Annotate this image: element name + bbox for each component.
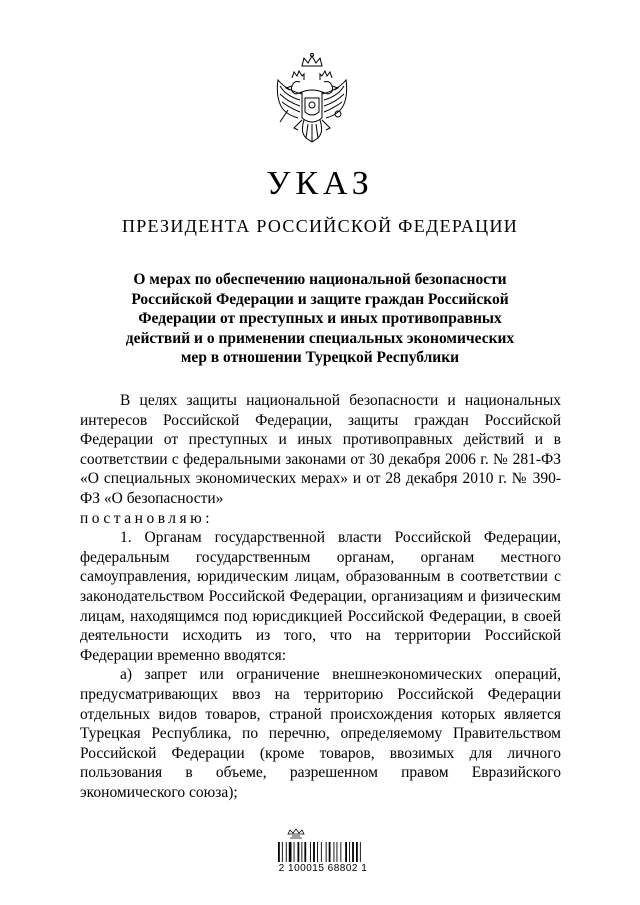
heading-line: Федерации от преступных и иных противоправных bbox=[138, 310, 502, 327]
heading-line: О мерах по обеспечению национальной безопасности bbox=[133, 271, 507, 288]
document-subtitle: ПРЕЗИДЕНТА РОССИЙСКОЙ ФЕДЕРАЦИИ bbox=[121, 216, 519, 236]
heading-line: действий и о применении специальных экономических bbox=[125, 329, 515, 347]
preamble-paragraph: В целях защиты национальной безопасности и национальных интересов Российской Федерации, защиты граждан Российской Федерации от преступных и иных противоправных действий и в соответствии с федеральными законами от 30 декабря 2006 г. № 281-ФЗ «О специальных экономических мерах» и от 28 декабря 2010 г. № 390-ФЗ «О безопасности» bbox=[80, 392, 561, 507]
coat-of-arms-icon bbox=[272, 52, 352, 152]
decree-word: постановляю: bbox=[80, 509, 214, 527]
decree-body bbox=[80, 391, 561, 802]
clause-1a-paragraph: а) запрет или ограничение внешнеэкономических операций, предусматривающих ввоз на территорию Российской Федерации отдельных видов товаров, страной происхождения которых является Турецкая Республика, по перечню, определяемому Правительством Российской Федерации (кроме товаров, ввозимых для личного пользования в объеме, разрешенном правом Евразийского экономического союза); bbox=[80, 666, 561, 801]
barcode-icon bbox=[266, 824, 376, 884]
barcode-number: 2 100015 68802 1 bbox=[278, 863, 368, 874]
clause-1-paragraph: 1. Органам государственной власти Российской Федерации, федеральным государственным органам, органам местного самоуправления, юридическим лицам, образованным в соответствии с законодательством Российской Федерации, организациям и физическим лицам, находящимся под юрисдикцией Российской Федерации, в своей деятельности исходить из того, что на территории Российской Федерации временно вводятся: bbox=[80, 529, 561, 664]
decree-word-paragraph bbox=[80, 509, 561, 529]
heading-line: Российской Федерации и защите граждан Российской bbox=[131, 290, 509, 308]
document-title: УКАЗ bbox=[266, 165, 374, 202]
heading-line: мер в отношении Турецкой Республики bbox=[180, 349, 460, 366]
decree-heading bbox=[100, 270, 540, 368]
